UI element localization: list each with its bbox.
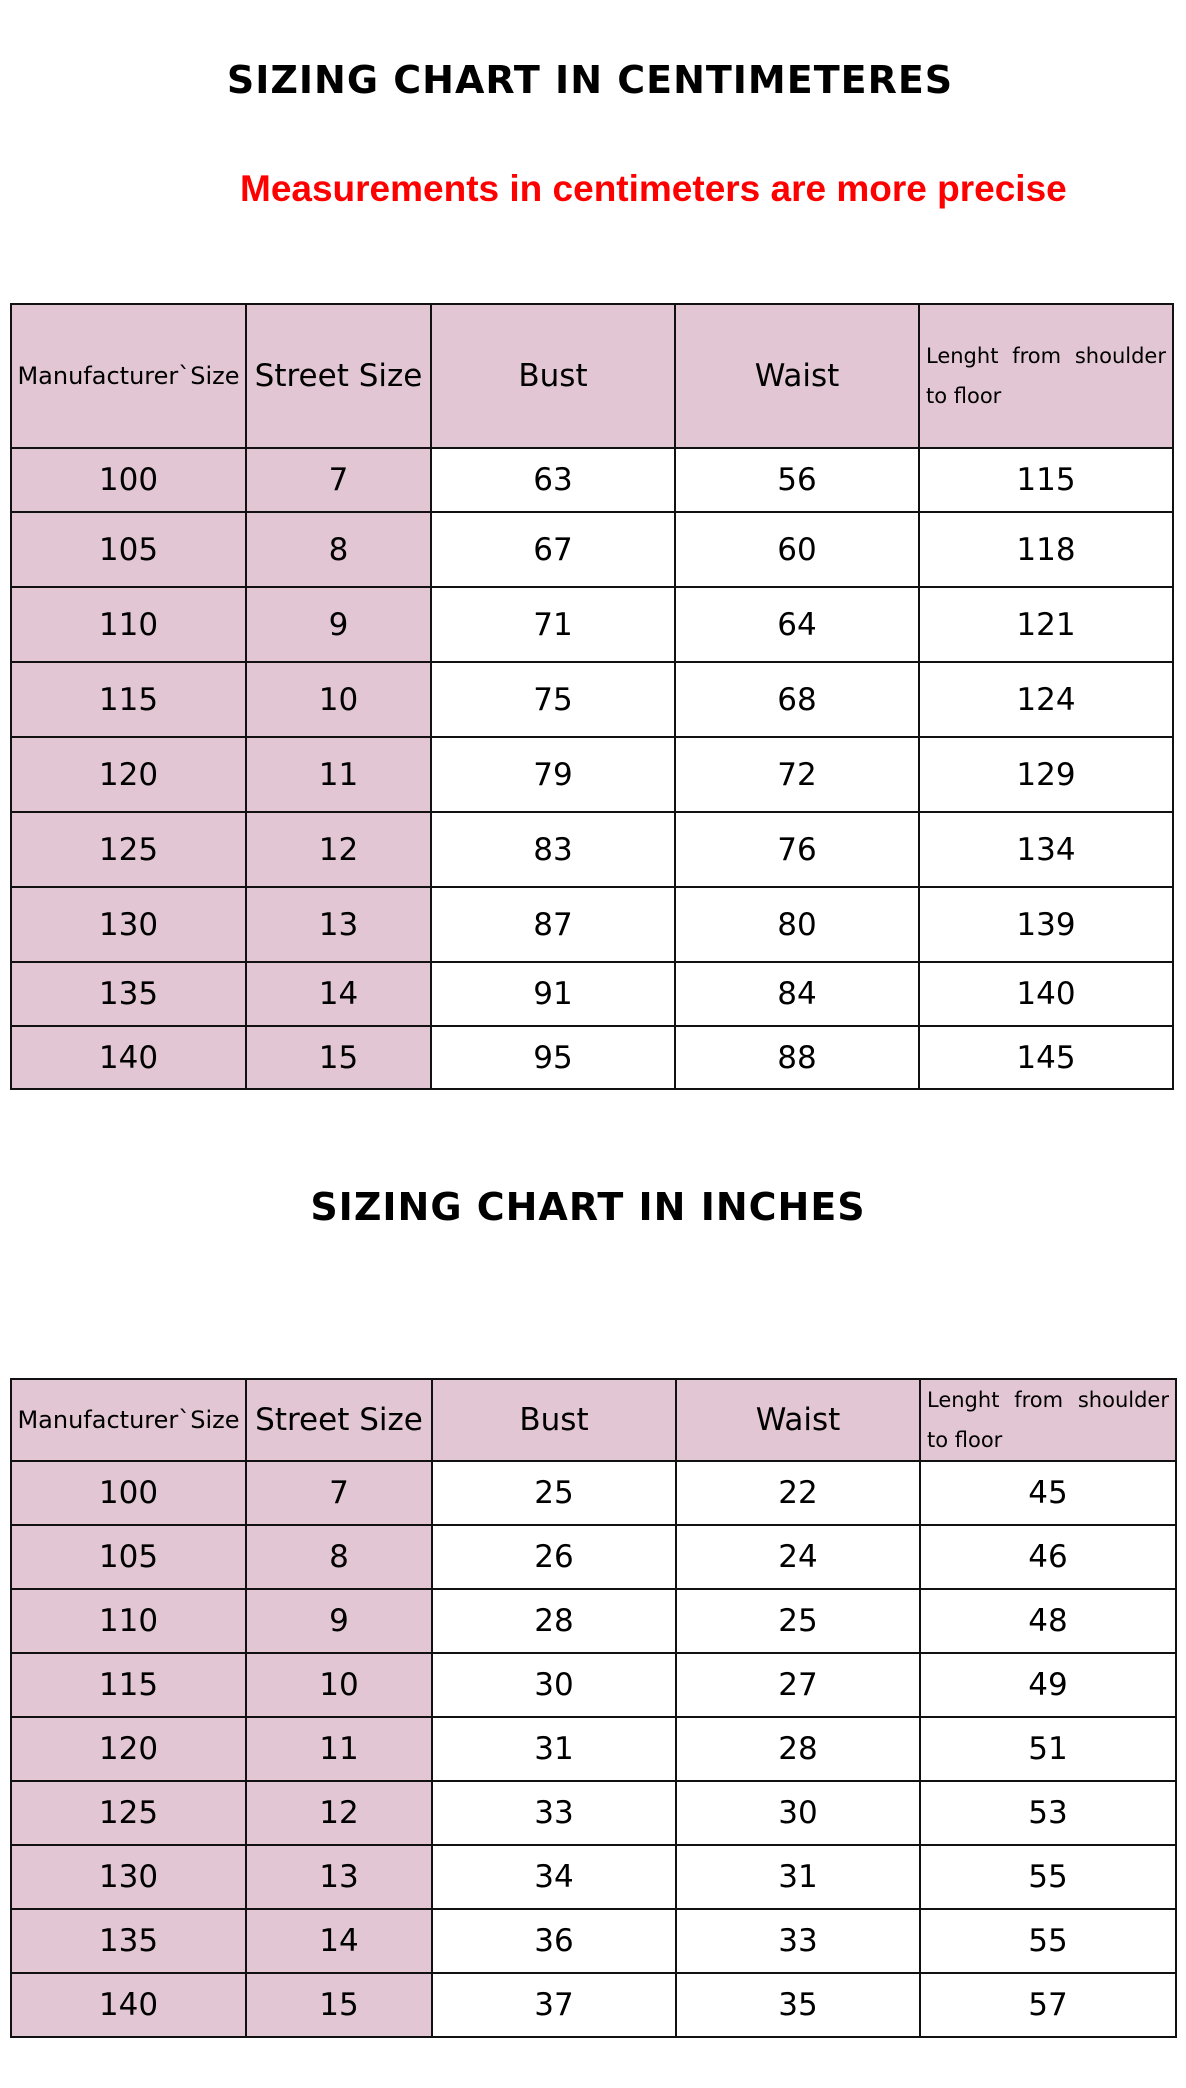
cell-bust: 28 [432,1589,676,1653]
cell-manufacturer-size: 125 [11,1781,246,1845]
cell-street-size: 14 [246,1909,432,1973]
cm-header-manufacturer-size: Manufacturer`Size [11,304,246,448]
cell-street-size: 14 [246,962,431,1026]
cm-header-length [919,304,1173,448]
cell-length: 55 [920,1909,1176,1973]
inches-size-table [10,1378,1177,2038]
cm-chart-title: SIZING CHART IN CENTIMETERES [226,58,954,102]
cell-manufacturer-size: 105 [11,1525,246,1589]
cell-waist: 84 [675,962,919,1026]
cell-length: 115 [919,448,1173,512]
cell-waist: 31 [676,1845,920,1909]
table-row [11,1845,1176,1909]
cell-street-size: 12 [246,812,431,887]
cell-manufacturer-size: 130 [11,887,246,962]
cell-manufacturer-size: 135 [11,962,246,1026]
cell-street-size: 13 [246,887,431,962]
cell-length: 57 [920,1973,1176,2037]
cell-bust: 31 [432,1717,676,1781]
cell-street-size: 11 [246,737,431,812]
cell-waist: 80 [675,887,919,962]
inches-header-manufacturer-size: Manufacturer`Size [11,1379,246,1461]
cell-manufacturer-size: 120 [11,737,246,812]
cell-waist: 28 [676,1717,920,1781]
cell-bust: 30 [432,1653,676,1717]
cell-bust: 91 [431,962,675,1026]
inches-header-length-word: Lenght [927,1388,1000,1412]
table-row [11,887,1173,962]
table-row [11,448,1173,512]
cell-length: 139 [919,887,1173,962]
cell-length: 121 [919,587,1173,662]
cell-bust: 79 [431,737,675,812]
cm-header-length-word: from [1012,344,1062,368]
cell-waist: 33 [676,1909,920,1973]
cell-manufacturer-size: 130 [11,1845,246,1909]
cell-waist: 72 [675,737,919,812]
cm-header-length-word: shoulder [1074,344,1166,368]
cell-waist: 30 [676,1781,920,1845]
cm-table-body [11,448,1173,1089]
inches-header-length-line1 [927,1380,1169,1420]
cell-street-size: 10 [246,662,431,737]
cell-length: 51 [920,1717,1176,1781]
cell-street-size: 7 [246,448,431,512]
cell-length: 134 [919,812,1173,887]
cell-street-size: 12 [246,1781,432,1845]
table-row [11,1973,1176,2037]
cell-manufacturer-size: 135 [11,1909,246,1973]
cell-manufacturer-size: 140 [11,1026,246,1089]
cell-length: 129 [919,737,1173,812]
inches-header-row [11,1379,1176,1461]
table-row [11,1525,1176,1589]
precision-note: Measurements in centimeters are more precise [240,168,1067,209]
cell-manufacturer-size: 115 [11,1653,246,1717]
cm-header-row [11,304,1173,448]
cell-waist: 27 [676,1653,920,1717]
cell-bust: 71 [431,587,675,662]
table-row [11,1589,1176,1653]
table-row [11,962,1173,1026]
table-row [11,1909,1176,1973]
inches-header-length-word: shoulder [1077,1388,1169,1412]
cell-manufacturer-size: 105 [11,512,246,587]
cell-street-size: 10 [246,1653,432,1717]
cell-length: 45 [920,1461,1176,1525]
cell-manufacturer-size: 115 [11,662,246,737]
inches-chart-title: SIZING CHART IN INCHES [310,1185,866,1229]
cell-bust: 63 [431,448,675,512]
table-row [11,1653,1176,1717]
cell-bust: 83 [431,812,675,887]
cell-manufacturer-size: 125 [11,812,246,887]
cell-length: 48 [920,1589,1176,1653]
table-row [11,587,1173,662]
cell-waist: 60 [675,512,919,587]
cell-bust: 87 [431,887,675,962]
cell-waist: 24 [676,1525,920,1589]
cell-bust: 95 [431,1026,675,1089]
cell-bust: 37 [432,1973,676,2037]
cell-bust: 26 [432,1525,676,1589]
cell-length: 49 [920,1653,1176,1717]
cell-waist: 56 [675,448,919,512]
cell-bust: 33 [432,1781,676,1845]
cm-header-length-line1 [926,336,1166,376]
cell-street-size: 8 [246,512,431,587]
cm-header-street-size: Street Size [246,304,431,448]
table-row [11,1026,1173,1089]
cell-manufacturer-size: 120 [11,1717,246,1781]
cell-street-size: 8 [246,1525,432,1589]
table-row [11,737,1173,812]
inches-header-length-line2: to floor [927,1428,1003,1452]
table-row [11,662,1173,737]
inches-table-body [11,1461,1176,2037]
inches-header-length [920,1379,1176,1461]
inches-header-length-word: from [1014,1388,1064,1412]
cell-manufacturer-size: 140 [11,1973,246,2037]
inches-header-bust: Bust [432,1379,676,1461]
cell-waist: 76 [675,812,919,887]
cell-street-size: 9 [246,1589,432,1653]
cell-waist: 68 [675,662,919,737]
cell-street-size: 7 [246,1461,432,1525]
cell-waist: 25 [676,1589,920,1653]
cell-bust: 75 [431,662,675,737]
cell-waist: 64 [675,587,919,662]
cell-length: 46 [920,1525,1176,1589]
inches-header-street-size: Street Size [246,1379,432,1461]
cell-bust: 25 [432,1461,676,1525]
cell-manufacturer-size: 100 [11,1461,246,1525]
cell-bust: 34 [432,1845,676,1909]
cell-street-size: 15 [246,1026,431,1089]
cell-street-size: 13 [246,1845,432,1909]
cell-length: 55 [920,1845,1176,1909]
cm-size-table [10,303,1174,1090]
cell-waist: 22 [676,1461,920,1525]
cell-manufacturer-size: 110 [11,587,246,662]
cell-manufacturer-size: 100 [11,448,246,512]
cm-header-length-word: Lenght [926,344,999,368]
cell-street-size: 15 [246,1973,432,2037]
cell-length: 140 [919,962,1173,1026]
cell-bust: 67 [431,512,675,587]
table-row [11,1717,1176,1781]
cell-street-size: 11 [246,1717,432,1781]
table-row [11,812,1173,887]
cell-length: 124 [919,662,1173,737]
cell-bust: 36 [432,1909,676,1973]
cell-length: 145 [919,1026,1173,1089]
table-row [11,512,1173,587]
table-row [11,1781,1176,1845]
cm-header-waist: Waist [675,304,919,448]
inches-header-waist: Waist [676,1379,920,1461]
cell-waist: 88 [675,1026,919,1089]
cell-street-size: 9 [246,587,431,662]
cell-length: 118 [919,512,1173,587]
cm-header-bust: Bust [431,304,675,448]
cell-waist: 35 [676,1973,920,2037]
cell-manufacturer-size: 110 [11,1589,246,1653]
cell-length: 53 [920,1781,1176,1845]
cm-header-length-line2: to floor [926,384,1002,408]
table-row [11,1461,1176,1525]
